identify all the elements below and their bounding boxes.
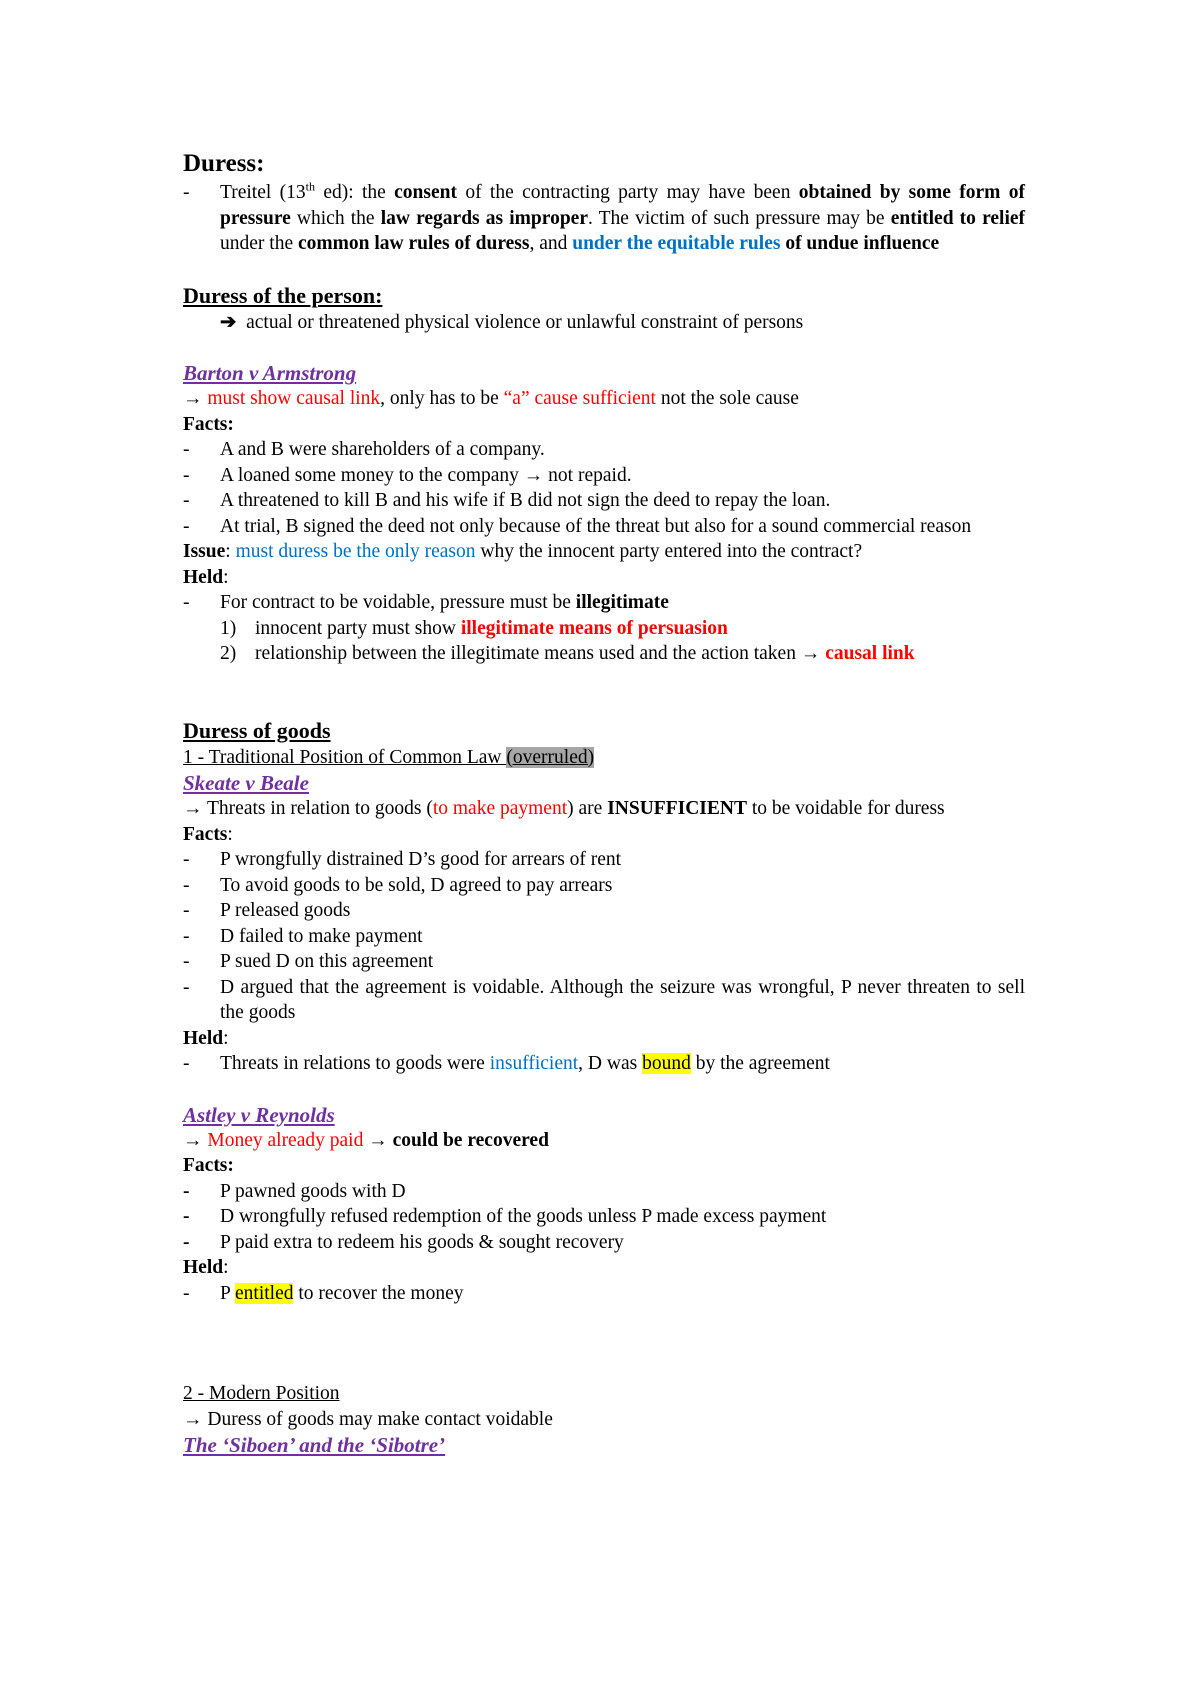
arrow-icon: →	[363, 1129, 393, 1151]
list-item: - Threats in relations to goods were insufficient, D was bound by the agreement	[183, 1053, 830, 1074]
arrow-icon: →	[183, 1129, 203, 1151]
list-item: - At trial, B signed the deed not only because of the threat but also for a sound commercial reason	[183, 515, 972, 537]
arrow-icon: ➔	[220, 311, 237, 333]
subheading-modern: 2 - Modern Position	[183, 1383, 340, 1404]
list-item: - P released goods	[183, 900, 351, 921]
list-item: - P wrongfully distrained D’s good for arrears of rent	[183, 849, 622, 870]
skeate-summary: → Threats in relation to goods (to make payment) are INSUFFICIENT to be voidable for duress	[183, 798, 945, 819]
list-item: - D wrongfully refused redemption of the goods unless P made excess payment	[183, 1206, 827, 1227]
subheading-traditional: 1 - Traditional Position of Common Law (overruled)	[183, 746, 595, 768]
list-item: - A threatened to kill B and his wife if B did not sign the deed to repay the loan.	[183, 490, 831, 511]
case-title-skeate: Skeate v Beale	[183, 771, 309, 795]
arrow-icon: →	[183, 798, 203, 819]
page-title: Duress:	[183, 150, 265, 177]
held-label: Held:	[183, 1257, 229, 1278]
document-page	[183, 148, 1025, 1458]
list-item: - P sued D on this agreement	[183, 951, 434, 972]
list-item: - To avoid goods to be sold, D agreed to pay arrears	[183, 874, 613, 896]
issue-line: Issue: must duress be the only reason why the innocent party entered into the contract?	[183, 541, 863, 562]
list-item: - P pawned goods with D	[183, 1180, 406, 1202]
facts-label: Facts:	[183, 823, 233, 845]
section-heading-goods: Duress of goods	[183, 717, 331, 743]
arrow-icon: →	[183, 1408, 203, 1430]
facts-label: Facts:	[183, 413, 234, 435]
facts-label: Facts:	[183, 1155, 234, 1176]
person-definition: ➔ actual or threatened physical violence or unlawful constraint of persons	[220, 311, 804, 333]
list-item: - P entitled to recover the money	[183, 1282, 464, 1304]
list-item: - For contract to be voidable, pressure must be illegitimate	[183, 592, 669, 613]
case-title-barton: Barton v Armstrong	[183, 361, 357, 385]
list-item: - A and B were shareholders of a company.	[183, 439, 545, 460]
list-item: - D failed to make payment	[183, 925, 423, 947]
case-title-astley: Astley v Reynolds	[183, 1102, 335, 1127]
section-heading-person: Duress of the person:	[183, 282, 383, 308]
list-item: - A loaned some money to the company → not repaid.	[183, 464, 632, 486]
case-title-siboen: The ‘Siboen’ and the ‘Sibotre’	[183, 1433, 446, 1457]
arrow-icon: →	[183, 388, 203, 409]
held-label: Held:	[183, 1027, 229, 1049]
list-item: - D argued that the agreement is voidable. Although the seizure was wrongful, P never threaten to sell the goods	[183, 976, 1025, 1023]
list-item: - P paid extra to redeem his goods & sought recovery	[183, 1231, 624, 1253]
numbered-item: 2) relationship between the illegitimate means used and the action taken → causal link	[220, 643, 915, 664]
numbered-item: 1) innocent party must show illegitimate means of persuasion	[220, 617, 728, 639]
astley-summary: → Money already paid → could be recovered	[183, 1129, 549, 1151]
modern-summary: → Duress of goods may make contact voidable	[183, 1408, 553, 1430]
intro-bullet: - Treitel (13th ed): the consent of the contracting party may have been obtained by some form of pressure which the law regards as improper. The victim of such pressure may be entitled to relief under the common law rules of duress, and under the equitable rules of undue influence	[183, 179, 1026, 254]
barton-summary: → must show causal link, only has to be “a” cause sufficient not the sole cause	[183, 388, 799, 409]
held-label: Held:	[183, 566, 229, 588]
bullet-dash: -	[183, 182, 190, 203]
